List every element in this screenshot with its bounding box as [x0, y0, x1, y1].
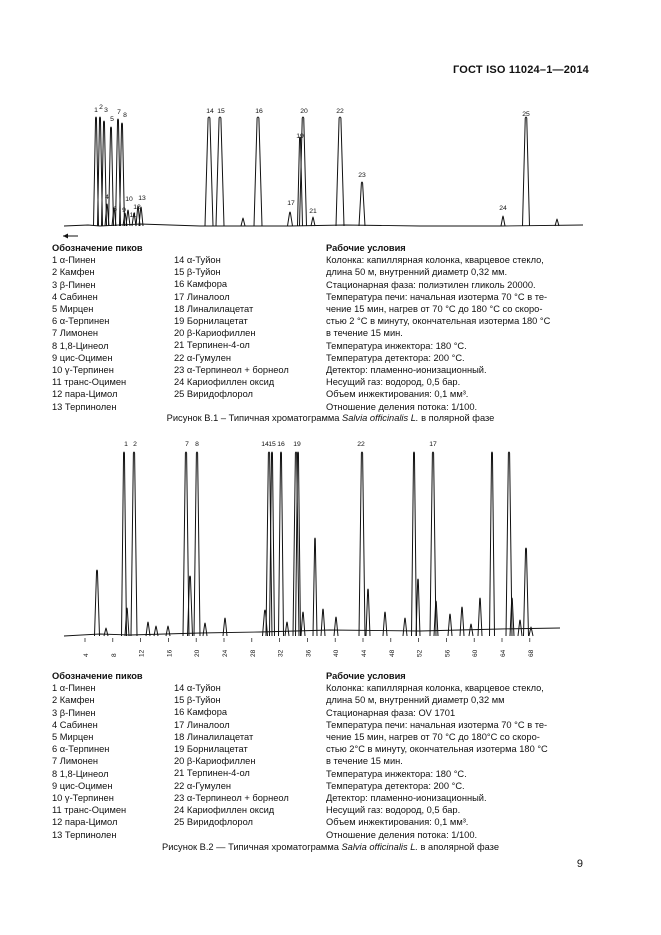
axis-tick-label: 56 — [444, 649, 452, 657]
chromatogram-peak — [311, 217, 315, 226]
conditions-title-2: Рабочие условия — [326, 671, 406, 681]
axis-tick-label: 12 — [138, 649, 146, 657]
condition-line: Температура детектора: 200 °С. — [326, 352, 465, 363]
condition-line: Отношение деления потока: 1/100. — [326, 401, 478, 412]
condition-line: стью 2°С в минуту, окончательная изотерма 180 °С — [326, 744, 548, 755]
peak-legend-item: 22 α-Гумулен — [174, 780, 232, 791]
peak-legend-item: 24 Кариофиллен оксид — [174, 805, 275, 816]
peak-legend-item: 2 Камфен — [52, 267, 95, 278]
chromatogram-peak — [524, 548, 529, 636]
peak-legend-item: 3 β-Пинен — [52, 279, 96, 290]
peak-legend-fig2-col2 — [174, 682, 289, 828]
condition-line: стью 2 °С в минуту, окончательная изотерма 180 °С — [326, 316, 551, 327]
peak-legend-item: 22 α-Гумулен — [174, 352, 232, 363]
condition-line: Температура инжектора: 180 °С. — [326, 340, 467, 351]
peak-legend-item: 12 пара-Цимол — [52, 389, 118, 400]
peak-label: 1 — [124, 441, 128, 448]
peak-label: 22 — [336, 108, 344, 115]
chromatogram-peak — [122, 452, 127, 636]
chromatogram-peak — [146, 622, 150, 636]
axis-tick-label: 36 — [305, 649, 313, 657]
condition-line: длина 50 м, внутренний диаметр 0,32 мм. — [326, 267, 508, 278]
axis-tick-label: 48 — [388, 649, 396, 657]
chromatogram-peak — [254, 117, 262, 226]
peak-label: 12 — [133, 204, 141, 211]
peak-label: 7 — [185, 441, 189, 448]
chromatogram-peak — [518, 620, 522, 636]
condition-line: Несущий газ: водород, 0,5 бар. — [326, 805, 461, 816]
peak-legend-item: 8 1,8-Цинеол — [52, 768, 109, 779]
condition-line: Несущий газ: водород, 0,5 бар. — [326, 377, 461, 388]
peak-legend-item: 11 транс-Оцимен — [52, 805, 127, 816]
chromatogram-peak — [412, 452, 417, 636]
chromatogram-peak — [223, 618, 227, 636]
axis-tick-label: 16 — [166, 649, 174, 657]
peak-legend-item: 11 транс-Оцимен — [52, 377, 127, 388]
peak-label: 3 — [104, 107, 108, 114]
peak-label: 8 — [123, 112, 127, 119]
axis-tick-label: 60 — [472, 649, 480, 657]
peak-legend-item: 14 α-Туйон — [174, 255, 221, 265]
chromatogram-peak — [205, 117, 213, 226]
peak-legend-title-2: Обозначение пиков — [52, 671, 143, 681]
condition-line: Колонка: капиллярная колонка, кварцевое стекло, — [326, 255, 544, 266]
peak-legend-item: 14 α-Туйон — [174, 683, 221, 693]
peak-legend-title: Обозначение пиков — [52, 243, 143, 253]
chromatogram-peak — [313, 538, 317, 636]
peak-legend-item: 10 γ-Терпинен — [52, 793, 114, 804]
axis-tick-label: 44 — [361, 649, 368, 657]
peak-legend-item: 20 β-Кариофиллен — [174, 328, 256, 339]
peak-label: 25 — [522, 111, 530, 118]
chromatogram-peak — [131, 452, 137, 636]
figure2-caption: Рисунок В.2 — Типичная хроматограмма Salvia officinalis L. в аполярной фазе — [162, 842, 499, 852]
peak-legend-item: 3 β-Пинен — [52, 707, 96, 718]
chromatogram-baseline — [64, 628, 560, 636]
condition-line: в течение 15 мин. — [326, 756, 403, 767]
chromatogram-peak — [359, 452, 365, 636]
chromatogram-peak — [523, 117, 530, 226]
figure1-caption: Рисунок В.1 – Типичная хроматограмма Salvia officinalis L. в полярной фазе — [166, 413, 495, 423]
condition-line: Температура детектора: 200 °С. — [326, 780, 465, 791]
axis-tick-label: 8 — [110, 653, 118, 657]
peak-label: 14 — [261, 441, 269, 448]
chromatogram-peak — [104, 628, 108, 636]
peak-legend-item: 19 Борнилацетат — [174, 744, 248, 755]
condition-line: Стационарная фаза: OV 1701 — [326, 707, 456, 718]
peak-label: 4 — [105, 194, 109, 201]
axis-tick-label: 4 — [83, 653, 90, 657]
peak-legend-item: 23 α-Терпинеол + борнеол — [174, 792, 289, 803]
peak-label: 8 — [195, 441, 199, 448]
peak-legend-item: 24 Кариофиллен оксид — [174, 377, 275, 388]
peak-label: 11 — [129, 212, 137, 219]
peak-legend-item: 5 Мирцен — [52, 732, 94, 743]
peak-legend-item: 7 Лимонен — [52, 756, 99, 767]
peak-label: 16 — [255, 108, 263, 115]
peak-legend-item: 16 Камфора — [174, 279, 228, 290]
chromatogram-peak — [501, 216, 505, 226]
peak-legend-item: 16 Камфора — [174, 707, 228, 718]
peak-legend-item: 13 Терпинолен — [52, 401, 117, 412]
peak-legend-item: 9 цис-Оцимен — [52, 780, 113, 791]
peak-legend-item: 21 Терпинен-4-ол — [174, 340, 250, 351]
peak-label: 24 — [499, 205, 507, 212]
peak-label: 5 — [110, 116, 114, 123]
peak-legend-item: 5 Мирцен — [52, 304, 94, 315]
peak-legend-item: 6 α-Терпинен — [52, 744, 110, 755]
chromatogram-peak — [366, 589, 370, 636]
axis-tick-label: 24 — [222, 649, 229, 657]
chromatogram-peak — [194, 452, 200, 636]
peak-legend-item: 1 α-Пинен — [52, 683, 96, 694]
peak-legend-fig1-col2 — [174, 254, 289, 400]
peak-legend-item: 17 Линалоол — [174, 291, 230, 302]
chromatogram-peak — [285, 622, 289, 636]
axis-tick-label: 52 — [416, 649, 424, 657]
chromatogram-peak — [301, 612, 305, 636]
chromatogram-peak — [102, 121, 107, 226]
chromatogram-peak — [203, 623, 207, 636]
condition-line: чение 15 мин, нагрев от 70 °С до 180°С со скоро- — [326, 732, 540, 743]
peak-label: 2 — [99, 104, 103, 111]
condition-line: в течение 15 мин. — [326, 328, 403, 339]
peak-legend-fig2-col1 — [52, 670, 143, 841]
chromatogram-peak — [383, 612, 387, 636]
condition-line: Объем инжектирования: 0,1 мм³. — [326, 389, 469, 400]
peak-label: 17 — [287, 200, 295, 207]
peak-legend-item: 9 цис-Оцимен — [52, 352, 113, 363]
peak-label: 21 — [309, 208, 317, 215]
conditions-fig2 — [326, 670, 548, 841]
condition-line: Стационарная фаза: полиэтилен гликоль 20000. — [326, 279, 536, 290]
peak-legend-item: 6 α-Терпинен — [52, 316, 110, 327]
peak-label: 6 — [113, 206, 117, 213]
peak-label: 22 — [357, 441, 365, 448]
condition-line: Отношение деления потока: 1/100. — [326, 829, 478, 840]
peak-legend-item: 18 Линалилацетат — [174, 303, 254, 314]
peak-label: 14 — [206, 108, 214, 115]
chromatogram-polar-phase — [63, 104, 583, 239]
chromatogram-peak — [460, 607, 464, 636]
peak-label: 16 — [277, 441, 285, 448]
axis-tick-label: 20 — [194, 649, 202, 657]
peak-legend-item: 4 Сабинен — [52, 719, 98, 730]
chromatogram-peak — [288, 212, 293, 226]
peak-legend-item: 7 Лимонен — [52, 328, 99, 339]
axis-tick-label: 40 — [333, 649, 341, 657]
chromatogram-peak — [279, 452, 284, 636]
condition-line: Температура печи: начальная изотерма 70 °С в те- — [326, 291, 548, 302]
peak-label: 10 — [125, 196, 133, 203]
chromatogram-peak — [336, 117, 344, 226]
conditions-title: Рабочие условия — [326, 243, 406, 253]
axis-tick-label: 28 — [249, 649, 257, 657]
axis-tick-label: 68 — [527, 649, 535, 657]
chromatogram-peak — [95, 570, 100, 636]
chromatogram-peak — [241, 218, 245, 226]
chromatogram-peak — [416, 579, 420, 636]
chromatogram-peak — [321, 609, 325, 636]
axis-tick-label: 32 — [277, 649, 285, 657]
peak-legend-item: 25 Виридофлорол — [174, 389, 253, 400]
peak-label: 19 — [296, 133, 304, 140]
peak-legend-item: 4 Сабинен — [52, 291, 98, 302]
condition-line: Температура печи: начальная изотерма 70 °С в те- — [326, 719, 548, 730]
peak-label: 7 — [117, 109, 121, 116]
arrow-head-icon — [63, 234, 68, 239]
chromatogram-peak — [125, 608, 129, 636]
condition-line: Детектор: пламенно-ионизационный. — [326, 365, 487, 376]
peak-legend-item: 19 Борнилацетат — [174, 316, 248, 327]
condition-line: Температура инжектора: 180 °С. — [326, 768, 467, 779]
peak-legend-item: 17 Линалоол — [174, 719, 230, 730]
peak-legend-item: 10 γ-Терпинен — [52, 365, 114, 376]
peak-label: 9 — [122, 207, 126, 214]
conditions-fig1 — [326, 242, 550, 413]
peak-legend-item: 21 Терпинен-4-ол — [174, 768, 250, 779]
peak-label: 17 — [429, 441, 437, 448]
peak-legend-item: 2 Камфен — [52, 695, 95, 706]
peak-label: 1 — [94, 107, 98, 114]
condition-line: чение 15 мин, нагрев от 70 °С до 180 °С со скоро- — [326, 304, 543, 315]
peak-label: 13 — [138, 195, 146, 202]
peak-legend-item: 20 β-Кариофиллен — [174, 756, 256, 767]
chromatogram-peak — [478, 598, 482, 636]
chromatogram-peak — [448, 614, 452, 636]
chromatogram-peak — [359, 182, 365, 226]
peak-label: 15 — [268, 441, 276, 448]
condition-line: Объем инжектирования: 0,1 мм³. — [326, 817, 469, 828]
chromatogram-peak — [490, 452, 495, 636]
chromatogram-peak — [166, 626, 170, 636]
peak-legend-item: 18 Линалилацетат — [174, 731, 254, 742]
condition-line: длина 50 м, внутренний диаметр 0,32 мм — [326, 695, 505, 706]
chromatogram-peak — [216, 117, 224, 226]
peak-legend-item: 8 1,8-Цинеол — [52, 340, 109, 351]
peak-legend-item: 1 α-Пинен — [52, 255, 96, 266]
chromatogram-apolar-phase — [64, 441, 560, 657]
peak-legend-item: 12 пара-Цимол — [52, 817, 118, 828]
peak-legend-item: 13 Терпинолен — [52, 829, 117, 840]
page-number: 9 — [576, 858, 583, 870]
peak-legend-item: 23 α-Терпинеол + борнеол — [174, 364, 289, 375]
peak-legend-fig1-col1 — [52, 242, 143, 413]
chromatogram-peak — [403, 618, 407, 636]
peak-label: 2 — [133, 441, 137, 448]
peak-label: 19 — [293, 441, 301, 448]
chromatogram-peak — [334, 617, 338, 636]
axis-tick-label: 64 — [500, 649, 507, 657]
condition-line: Детектор: пламенно-ионизационный. — [326, 793, 487, 804]
document-header: ГОСТ ISO 11024–1—2014 — [453, 64, 589, 76]
peak-label: 15 — [217, 108, 225, 115]
peak-legend-item: 15 β-Туйон — [174, 695, 221, 706]
peak-legend-item: 15 β-Туйон — [174, 267, 221, 278]
peak-label: 23 — [358, 172, 366, 179]
condition-line: Колонка: капиллярная колонка, кварцевое стекло, — [326, 683, 544, 694]
peak-label: 20 — [300, 108, 308, 115]
peak-legend-item: 25 Виридофлорол — [174, 817, 253, 828]
